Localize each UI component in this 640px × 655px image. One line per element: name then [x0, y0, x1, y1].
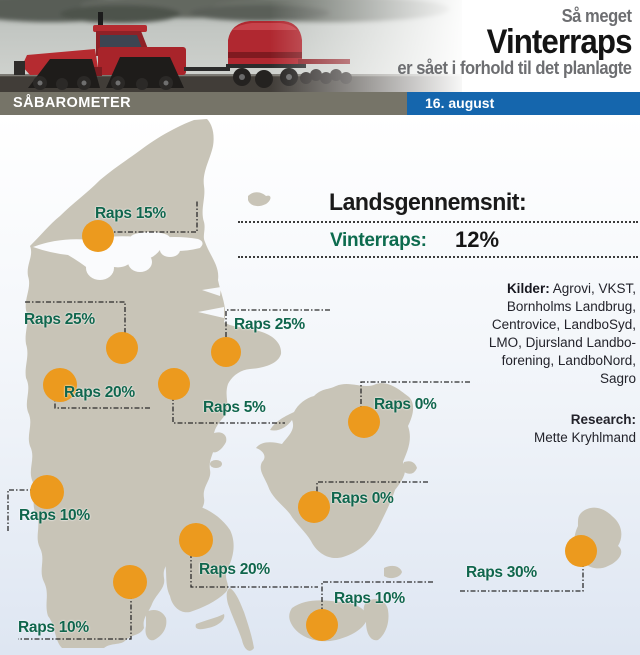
- kicker-text: Så meget: [562, 6, 632, 26]
- subtitle-text: er sået i forhold til det planlagte: [397, 58, 632, 78]
- region-label-east-jutland: Raps 5%: [203, 399, 266, 416]
- sources-label: Kilder:: [506, 281, 550, 296]
- sources-line4: LMO, Djursland Landbo-: [488, 335, 636, 350]
- research-label: Research:: [570, 412, 636, 427]
- research-block: [404, 411, 636, 447]
- region-dot-north-jutland: [82, 220, 114, 252]
- region-label-funen: Raps 20%: [199, 561, 270, 578]
- sources-line1: Agrovi, VKST,: [549, 281, 636, 296]
- sources-line3: Centrovice, LandboSyd,: [491, 317, 636, 332]
- region-dot-lolland: [306, 609, 338, 641]
- region-dot-west-coast: [30, 475, 64, 509]
- date-label: 16. august: [425, 95, 495, 111]
- average-divider-bottom: [238, 256, 638, 258]
- region-label-west-coast: Raps 10%: [19, 507, 90, 524]
- region-label-west-limfjord: Raps 25%: [24, 311, 95, 328]
- region-dot-djursland: [211, 337, 241, 367]
- region-label-djursland: Raps 25%: [234, 316, 305, 333]
- region-dot-south-jutland: [113, 565, 147, 599]
- average-divider-top: [238, 221, 638, 223]
- sources-line6: Sagro: [599, 371, 636, 386]
- region-label-south-zealand: Raps 0%: [331, 490, 394, 507]
- page-title: Vinterraps: [487, 23, 632, 61]
- region-label-north-zealand: Raps 0%: [374, 396, 437, 413]
- region-label-mid-jutland: Raps 20%: [64, 384, 135, 401]
- region-dot-bornholm: [565, 535, 597, 567]
- region-dot-south-zealand: [298, 491, 330, 523]
- date-bar: [407, 92, 640, 115]
- title-block: [398, 6, 632, 79]
- region-label-north-jutland: Raps 15%: [95, 205, 166, 222]
- sources-line5: forening, LandboNord,: [501, 353, 636, 368]
- section-bar: [0, 92, 407, 115]
- section-bar-label: SÅBAROMETER: [13, 95, 131, 111]
- region-dot-west-limfjord: [106, 332, 138, 364]
- sources-block: [404, 280, 636, 388]
- average-crop-label: Vinterraps:: [330, 230, 427, 251]
- region-label-bornholm: Raps 30%: [466, 564, 537, 581]
- region-label-south-jutland: Raps 10%: [18, 619, 89, 636]
- region-dot-funen: [179, 523, 213, 557]
- region-dot-east-jutland: [158, 368, 190, 400]
- research-name: Mette Kryhlmand: [533, 430, 636, 445]
- average-value: 12%: [455, 227, 500, 252]
- national-average-heading: Landsgennemsnit:: [329, 189, 527, 216]
- region-label-lolland: Raps 10%: [334, 590, 405, 607]
- sources-line2: Bornholms Landbrug,: [506, 299, 636, 314]
